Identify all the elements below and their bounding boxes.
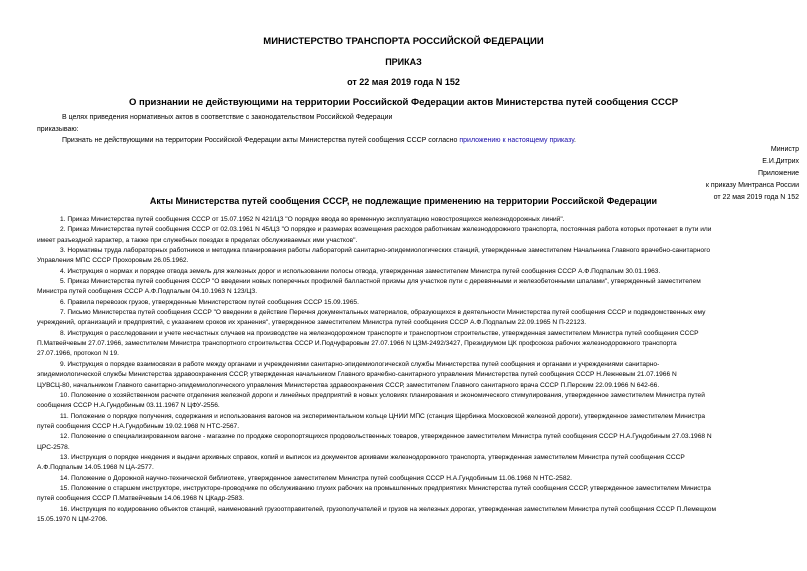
intro-paragraph: В целях приведения нормативных актов в соответствие с законодательством Российской Федерации	[62, 114, 393, 121]
list-item-line: 1. Приказ Министерства путей сообщения СССР от 15.07.1952 N 421/ЦЗ "О порядке ввода во временную эксплуатацию новостроящихся железнодорожных линий".	[60, 216, 565, 223]
list-item-line: 12. Положение о специализированном вагоне - магазине по продаже скоропортящихся продовольственных товаров, утвержденное заместителем Министра путей сообщения СССР Н.А.Гундобиным 27.03.1968 N	[60, 433, 712, 441]
list-item	[37, 391, 799, 412]
list-item-line: 4. Инструкция о нормах и порядке отвода земель для железных дорог и использовании полосы отвода, утвержденная заместителем Министра путей сообщения СССР А.Ф.Подпалым 30.01.1963.	[60, 267, 661, 275]
list-item-line: 8. Инструкция о расследовании и учете несчастных случаев на производстве на железнодорожном транспорте и транспортном строительстве, утвержденная заместителем Министра путей сообщения СССР	[60, 329, 699, 337]
list-item-line: ЦРС-2578.	[37, 443, 70, 451]
list-item-line: путей сообщения СССР Н.А.Гундобиным 19.02.1968 N НТС-2567.	[37, 422, 240, 430]
list-item	[37, 329, 799, 360]
list-item-line: 10. Положение о хозяйственном расчете отделения железной дороги и линейных предприятий в новых условиях планирования и экономического стимулирования, утвержденное заместителем Министра путей	[60, 391, 705, 399]
order-date-number: от 22 мая 2019 года N 152	[347, 77, 460, 87]
list-item-line: 16. Инструкция по кодированию объектов станций, наименований грузоотправителей, грузополучателей и грузов на железных дорогах, утвержденная заместителем Министра путей сообщения СССР П.Лемещком	[60, 505, 716, 513]
list-item-line: 15. Положение о старшем инструкторе, инструкторе-проводчике по обслуживанию глухих рабочих на промышленных предприятиях Министерства путей сообщения СССР, утвержденное заместителем Министра	[60, 484, 711, 492]
list-item	[37, 267, 799, 277]
list-item-line: сообщения СССР Н.А.Гундобиным 03.11.1967 N ЦФУ-2556.	[37, 402, 220, 410]
list-item-line: 13. Инструкция о порядке ннедения и выдачи архивных справок, копий и выписок из документов архивами железнодорожного транспорта, утвержденная заместителем Министра путей сообщения СССР	[60, 453, 685, 461]
list-item	[37, 474, 799, 484]
intro-decision-end: .	[574, 137, 576, 144]
list-item-line: 15.05.1970 N ЦМ-2706.	[37, 515, 108, 523]
list-item-line: 14. Положение о Дорожной научно-технической библиотеке, утвержденное заместителем Министра путей сообщения СССР Н.А.Гундобиным 11.06.1968 N НТС-2582.	[60, 474, 573, 482]
intro-decision-text: Признать не действующими на территории Российской Федерации акты Министерства путей сообщения СССР согласно	[62, 137, 460, 144]
list-item-line: 3. Нормативы труда лабораторных работников и методика планирования работы лабораторий санитарно-эпидемиологических станций, утвержденные заместителем Начальника Главного врачебно-санитарного	[60, 247, 710, 255]
appendix-label: Приложение	[757, 170, 799, 177]
list-item	[37, 505, 799, 526]
list-item	[37, 484, 799, 505]
list-item-line: Министра путей сообщения СССР А.Ф.Подпалым 04.10.1963 N 123/ЦЗ.	[37, 288, 258, 296]
appendix-date: от 22 мая 2019 года N 152	[713, 194, 799, 201]
list-item-line: 9. Инструкция о порядке взаимосвязи в работе между органами и учреждениями санитарно-эпидемиологической службы Министерства путей сообщения и органами и учреждениями санитарно-	[60, 360, 660, 368]
list-item-line: ЦУВСЦ-80, начальником Главного санитарно-эпидемиологического управления Министерства здравоохранения СССР, заместителем Главного санитарного врача СССР П.Перским 22.09.1966 N 642-66.	[37, 381, 660, 389]
list-item	[37, 215, 799, 225]
list-item-line: П.Матвейчевым 27.07.1966, заместителем Министра транспортного строительства СССР И.Подчуфаровым 27.07.1966 N ЦЗМ-2492/3427, Президиумом ЦК профсоюза рабочих железнодорожного транспорта	[37, 340, 677, 348]
intro-decision	[62, 137, 576, 144]
document-type: ПРИКАЗ	[385, 57, 422, 67]
order-title: О признании не действующими на территории Российской Федерации актов Министерства путей сообщения СССР	[128, 97, 679, 108]
list-item	[37, 246, 799, 267]
list-item-line: 5. Приказ Министерства путей сообщения СССР "О введении новых поперечных профилей балластной призмы для участков пути с деревянными и железобетонными шпалами", утвержденный заместителем	[60, 278, 701, 286]
list-item-line: учреждений, организаций и предприятий, с указанием сроков их хранения", утвержденное заместителем Министра путей сообщения СССР А.Ф.Подпалым 22.09.1965 N П-22123.	[37, 319, 587, 327]
list-item-line: 2. Приказ Министерства путей сообщения СССР от 02.03.1961 N 45/ЦЗ "О порядке и размерах возмещения расходов работникам железнодорожного транспорта, постоянная работа которых протекает в пути или	[60, 226, 712, 234]
list-item	[37, 308, 799, 329]
list-item-line: имеет разъездной характер, а также при служебных поездах в пределах обслуживаемых ими участков".	[37, 236, 358, 244]
ministry-heading: МИНИСТЕРСТВО ТРАНСПОРТА РОССИЙСКОЙ ФЕДЕРАЦИИ	[263, 36, 544, 47]
signature-name: Е.И.Дитрих	[762, 158, 799, 165]
list-item-line: А.Ф.Подпалым 14.05.1968 N ЦА-2577.	[37, 464, 154, 472]
appendix-link[interactable]: приложению к настоящему приказу	[459, 137, 575, 144]
list-item-line: эпидемиологической службы Министерства здравоохранения СССР, утвержденная начальником Главного врачебно-санитарного управления Министерства путей сообщения СССР Н.Лежневым 21.07.1966 N	[37, 371, 677, 379]
list-item	[37, 225, 799, 246]
signature-position: Министр	[770, 146, 799, 153]
list-item	[37, 412, 799, 433]
list-item	[37, 277, 799, 298]
list-item-line: 6. Правила перевозок грузов, утвержденные Министерством путей сообщения СССР 15.09.1965.	[60, 298, 359, 306]
list-item	[37, 360, 799, 391]
list-item-line: путей сообщения СССР П.Матвейчевым 14.06.1968 N ЦКадр-2583.	[37, 495, 244, 503]
list-item	[37, 298, 799, 308]
list-item-line: Управления МПС СССР Прохоровым 26.05.1962.	[37, 257, 189, 265]
appendix-to-order: к приказу Минтранса России	[705, 182, 799, 189]
list-item-line: 7. Письмо Министерства путей сообщения СССР "О введении в действие Перечня документальных материалов, образующихся в деятельности Министерства путей сообщения СССР и подведомственных ему	[60, 309, 706, 317]
list-item-line: 27.07.1966, протокол N 19.	[37, 350, 119, 358]
list-item	[37, 453, 799, 474]
list-item	[37, 432, 799, 453]
acts-list	[37, 215, 799, 525]
list-item-line: 11. Положение о порядке получения, содержания и использования вагонов на экспериментальном кольце ЦНИИ МПС (станция Щербинка Московской железной дороги), утвержденное заместителем Министра	[60, 412, 706, 420]
intro-order-word: приказываю:	[37, 126, 79, 133]
acts-list-title: Акты Министерства путей сообщения СССР, не подлежащие применению на территории Российской Федерации	[149, 196, 658, 206]
